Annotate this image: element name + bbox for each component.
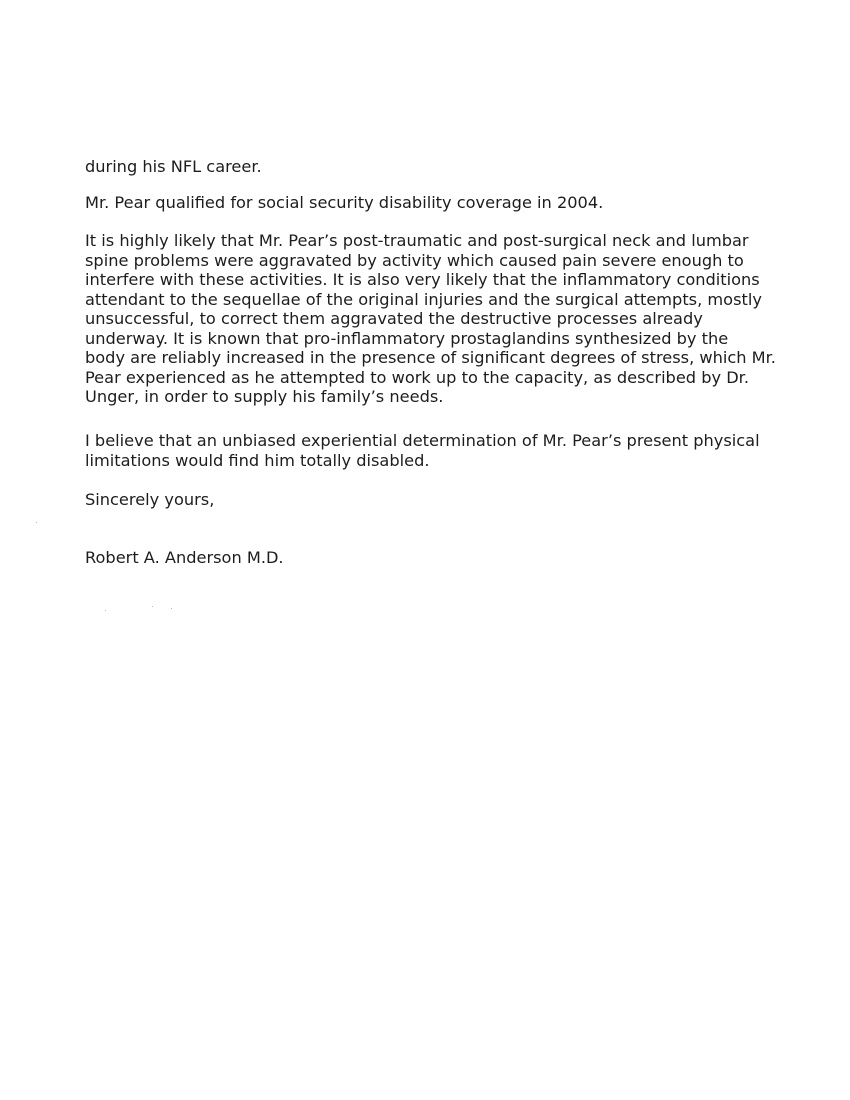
paragraph-line: spine problems were aggravated by activity which caused pain severe enough to bbox=[85, 250, 744, 270]
scan-speck bbox=[105, 610, 106, 611]
medical-opinion-paragraph bbox=[85, 231, 785, 407]
paragraph-line: during his NFL career. bbox=[85, 157, 262, 176]
social-security-paragraph bbox=[85, 193, 785, 213]
paragraph-line: Pear experienced as he attempted to work up to the capacity, as described by Dr. bbox=[85, 367, 749, 387]
scan-speck bbox=[36, 522, 37, 523]
paragraph-line: attendant to the sequellae of the original injuries and the surgical attempts, mostly bbox=[85, 289, 762, 309]
paragraph-line: Unger, in order to supply his family’s needs. bbox=[85, 387, 444, 406]
paragraph-line: Mr. Pear qualified for social security disability coverage in 2004. bbox=[85, 193, 604, 212]
closing-salutation bbox=[85, 490, 785, 510]
closing-text: Sincerely yours, bbox=[85, 490, 215, 509]
paragraph-line: I believe that an unbiased experiential determination of Mr. Pear’s present physical bbox=[85, 431, 760, 450]
paragraph-line: interfere with these activities. It is also very likely that the inflammatory conditions bbox=[85, 270, 760, 289]
scan-speck bbox=[152, 606, 153, 607]
paragraph-line: underway. It is known that pro-inflammatory prostaglandins synthesized by the bbox=[85, 328, 729, 348]
paragraph-line: limitations would find him totally disabled. bbox=[85, 450, 430, 470]
paragraph-line: body are reliably increased in the presence of significant degrees of stress, which Mr. bbox=[85, 348, 776, 367]
paragraph-line: It is highly likely that Mr. Pear’s post-traumatic and post-surgical neck and lumbar bbox=[85, 231, 749, 250]
signature-block bbox=[85, 548, 785, 568]
signature-name: Robert A. Anderson M.D. bbox=[85, 548, 284, 567]
scan-speck bbox=[171, 608, 172, 609]
paragraph-line: unsuccessful, to correct them aggravated the destructive processes already bbox=[85, 309, 703, 328]
conclusion-paragraph bbox=[85, 431, 785, 470]
continuation-paragraph bbox=[85, 157, 785, 177]
